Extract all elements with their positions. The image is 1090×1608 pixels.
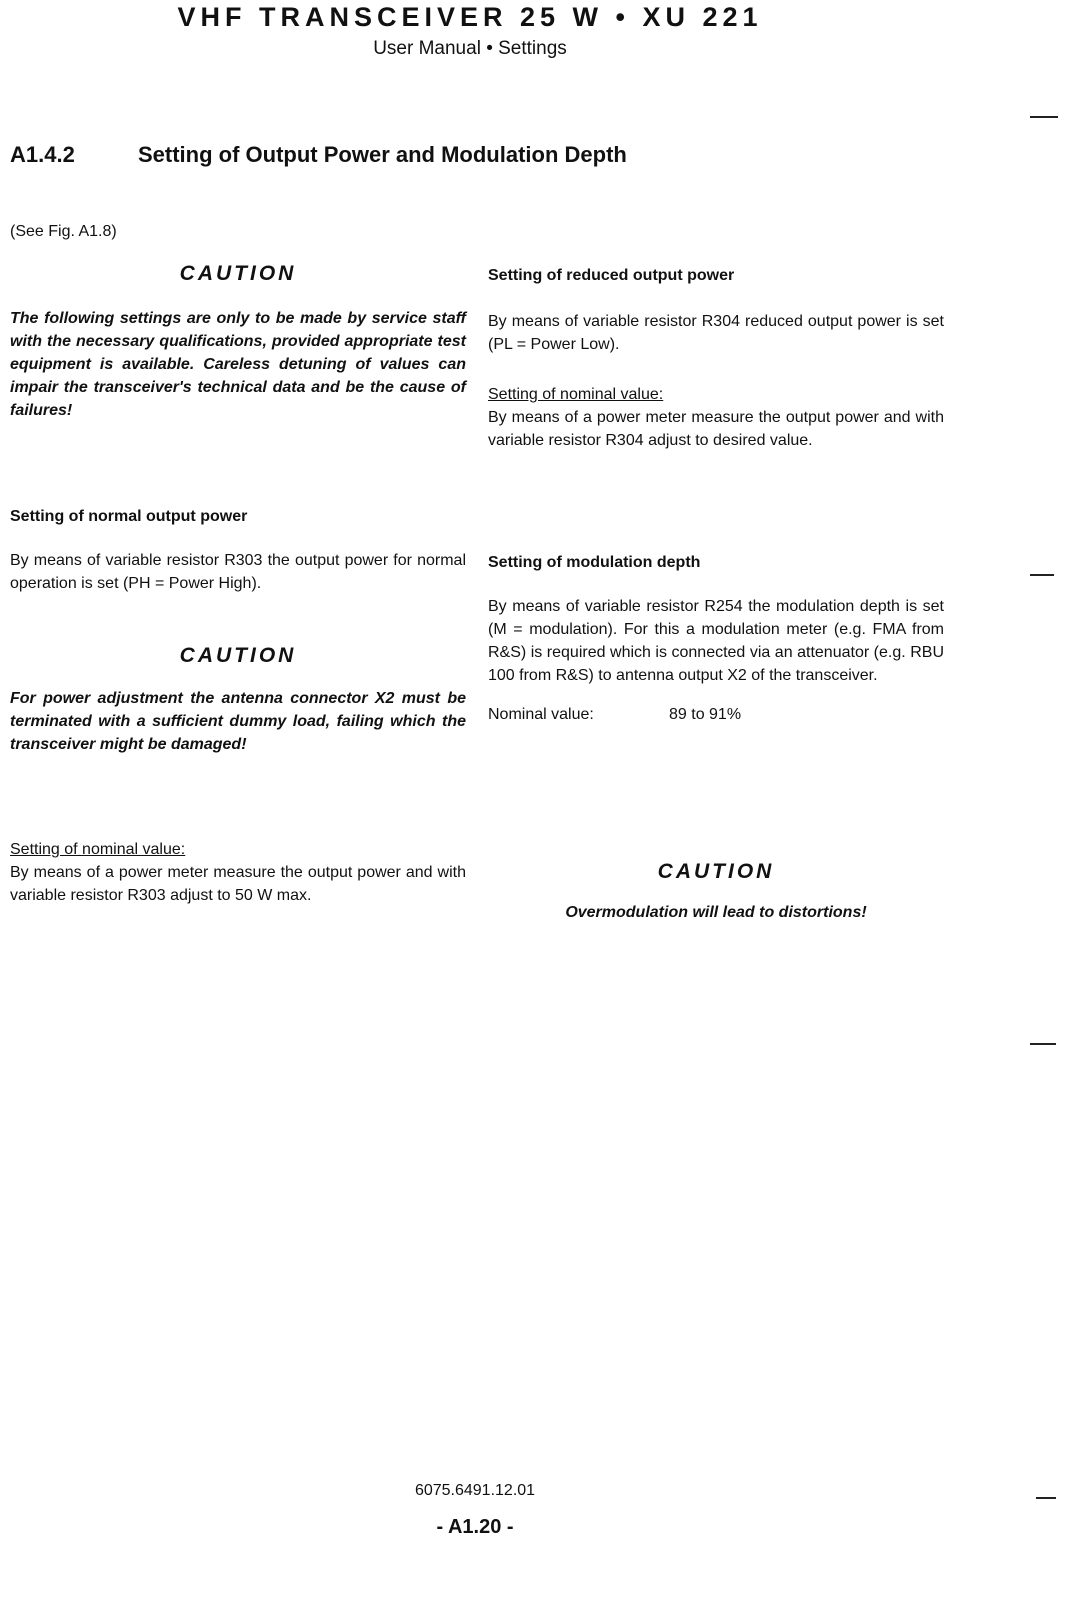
margin-mark [1030,574,1054,576]
caution-block-3 [488,860,944,924]
reduced-power-text: By means of variable resistor R304 reduced output power is set (PL = Power Low). [488,313,944,353]
nominal-heading: Setting of nominal value: [10,841,186,858]
modulation-block [488,551,944,726]
margin-mark [1030,116,1058,118]
section-number: A1.4.2 [10,142,75,167]
normal-power-heading: Setting of normal output power [10,508,248,525]
margin-mark [1036,1497,1056,1499]
section-title: Setting of Output Power and Modulation Depth [138,142,627,167]
document-code: 6075.6491.12.01 [414,1482,536,1499]
caution-heading: CAUTION [179,262,297,285]
document-subtitle: User Manual • Settings [373,38,567,59]
figure-reference: (See Fig. A1.8) [10,223,117,240]
normal-power-text: By means of variable resistor R303 the output power for normal operation is set (PH = Power High). [10,552,466,592]
nominal-block-left [10,838,466,907]
caution-heading: CAUTION [657,860,775,883]
nominal-text: By means of a power meter measure the output power and with variable resistor R303 adjust to 50 W max. [10,864,466,904]
caution-text: For power adjustment the antenna connector X2 must be terminated with a sufficient dummy load, failing which the transceiver might be damaged! [10,690,466,753]
margin-mark [1030,1043,1056,1045]
document-title: VHF TRANSCEIVER 25 W • XU 221 [177,2,763,32]
caution-text: The following settings are only to be made by service staff with the necessary qualifications, provided appropriate test equipment is available. Careless detuning of values can impair the transceiver's technical data and be the cause of failures! [10,310,466,419]
caution-heading: CAUTION [179,644,297,667]
reduced-power-heading: Setting of reduced output power [488,267,735,284]
caution-text: Overmodulation will lead to distortions! [565,904,867,921]
nominal-value: 89 to 91% [669,706,742,723]
modulation-heading: Setting of modulation depth [488,554,701,571]
section-heading [10,142,627,168]
page-number: - A1.20 - [436,1516,514,1538]
reduced-power-block [488,264,944,356]
nominal-heading: Setting of nominal value: [488,386,664,403]
normal-power-block [10,505,466,595]
modulation-text: By means of variable resistor R254 the modulation depth is set (M = modulation). For this a modulation meter (e.g. FMA from R&S) is required which is connected via an attenuator (e.g. RBU 100 from R&S) to antenna output X2 of the transceiver. [488,598,944,684]
nominal-value-label: Nominal value: [488,706,594,723]
nominal-block-right [488,383,944,452]
caution-block-2 [10,644,466,756]
nominal-text: By means of a power meter measure the output power and with variable resistor R304 adjust to desired value. [488,409,944,449]
nominal-value-row [488,703,944,726]
caution-block-1 [10,262,466,422]
